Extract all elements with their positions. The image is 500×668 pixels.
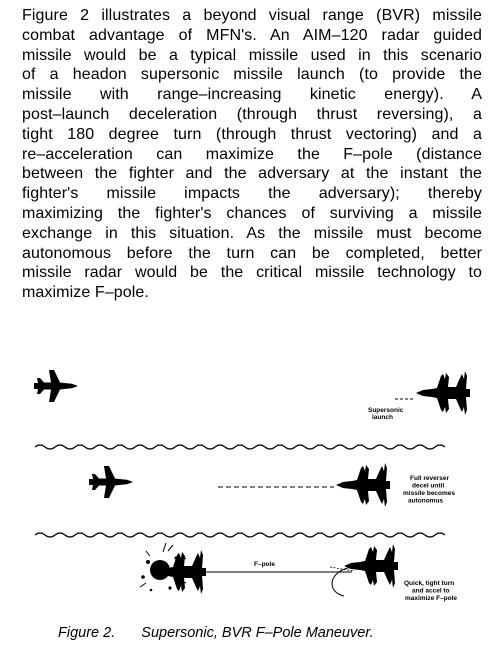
fighter-jet-icon — [89, 466, 133, 498]
label-supersonic: Supersonic launch — [368, 407, 404, 421]
paragraph-line: autonomous before the turn can be completed, better — [22, 244, 482, 262]
separator-wave — [35, 533, 445, 537]
paragraph-line: Figure 2 illustrates a beyond visual range (BVR) missile — [22, 7, 482, 24]
turn-arc — [332, 567, 352, 596]
figure-caption — [58, 625, 374, 641]
paragraph-line: missile radar would be the critical missile technology to — [22, 264, 482, 282]
separator-wave — [35, 445, 445, 449]
paragraph-line: fighter's missile impacts the adversary); thereby — [22, 185, 482, 203]
label-turn: Quick, tight turn and accel to maximize F–pole — [404, 580, 458, 602]
adversary-jet-icon — [416, 371, 470, 415]
paragraph-line: of a headon supersonic missile launch (to provide the — [22, 66, 482, 84]
caption-number: Figure 2. — [58, 625, 116, 641]
paragraph-line: maximize F–pole. — [22, 284, 149, 302]
label-reverser: Full reverser decel until missile becomes autonomus — [403, 475, 456, 505]
fpole-maneuver-figure — [0, 360, 500, 615]
explosion-icon — [140, 543, 206, 594]
paragraph-line: maximizing the fighter's chances of surviving a missile — [22, 204, 482, 222]
paragraph-line: post–launch deceleration (through thrust reversing), a — [22, 105, 482, 123]
fighter-jet-icon — [34, 370, 78, 402]
paragraph-line: re–acceleration can maximize the F–pole (distance — [22, 145, 482, 163]
caption-text: Supersonic, BVR F–Pole Maneuver. — [141, 625, 374, 641]
paragraph-line: missile would be a typical missile used in this scenario — [22, 46, 482, 64]
paragraph-line: tight 180 degree turn (through thrust vectoring) and a — [22, 125, 482, 143]
fighter-jet-icon — [344, 544, 398, 588]
label-fpole: F–pole — [254, 561, 275, 568]
body-paragraph — [22, 6, 482, 303]
paragraph-line: exchange in this situation. As the missile must become — [22, 224, 482, 242]
paragraph-line: combat advantage of MFN's. An AIM–120 radar guided — [22, 26, 482, 44]
paragraph-line: between the fighter and the adversary at the instant the — [22, 165, 482, 183]
adversary-jet-icon — [336, 463, 390, 507]
paragraph-line: missile with range–increasing kinetic energy). A — [22, 86, 482, 104]
